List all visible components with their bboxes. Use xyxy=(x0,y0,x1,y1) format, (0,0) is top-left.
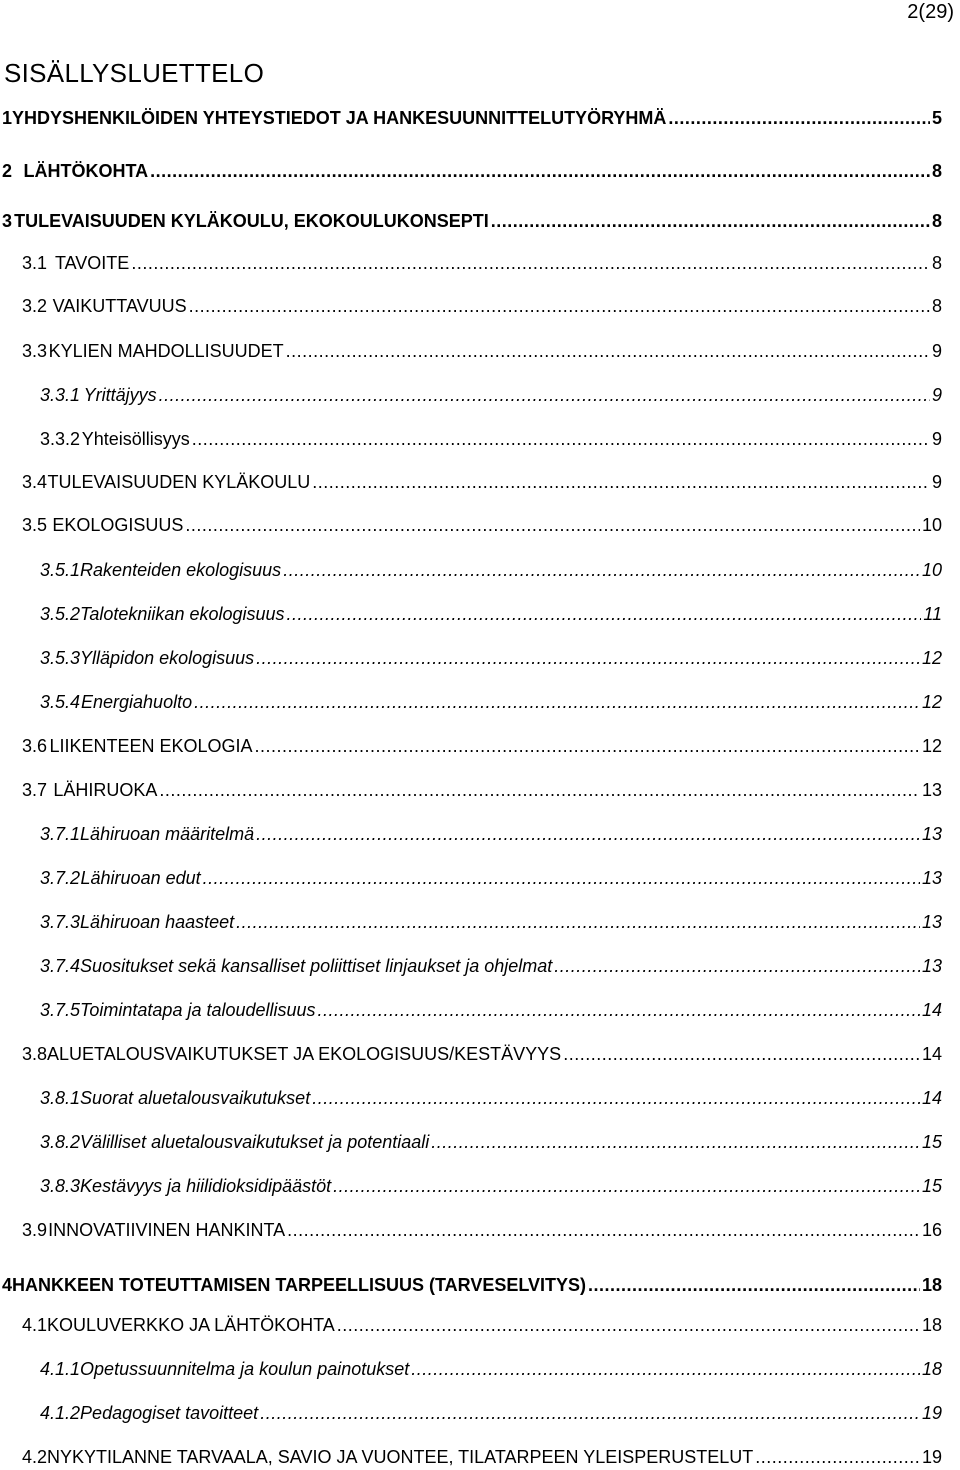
toc-entry-text: Opetussuunnitelma ja koulun painotukset xyxy=(80,1359,410,1379)
toc-entry-number: 3.7 xyxy=(22,780,48,800)
toc-entry-page: 14 xyxy=(921,1088,942,1108)
toc-leader-dots xyxy=(318,999,920,1021)
toc-entry-text: Suositukset sekä kansalliset poliittiset linjaukset ja ohjelmat xyxy=(80,956,553,976)
toc-entry-number: 3.5 xyxy=(22,515,48,535)
toc-leader-dots xyxy=(236,911,920,933)
toc-entry-page: 13 xyxy=(921,912,942,932)
toc-entry-number: 3.8.3 xyxy=(40,1176,81,1196)
toc-entry-number: 3.3.1 xyxy=(40,385,81,405)
toc-entry-number: 4.1.1 xyxy=(40,1359,81,1379)
toc-leader-dots xyxy=(286,340,930,362)
toc-leader-dots xyxy=(189,295,930,317)
toc-entry[interactable] xyxy=(0,210,942,232)
toc-entry-number: 3.1 xyxy=(22,253,48,273)
toc-leader-dots xyxy=(256,647,920,669)
toc-leader-dots xyxy=(563,1043,920,1065)
toc-entry-page: 16 xyxy=(921,1220,942,1240)
toc-leader-dots xyxy=(333,1175,920,1197)
toc-entry[interactable] xyxy=(0,911,942,933)
toc-entry-number: 3.8.2 xyxy=(40,1132,81,1152)
toc-entry[interactable] xyxy=(0,955,942,977)
toc-entry-page: 19 xyxy=(921,1403,942,1423)
toc-entry[interactable] xyxy=(0,1219,942,1241)
toc-entry-number: 3.5.1 xyxy=(40,560,81,580)
toc-entry[interactable] xyxy=(0,252,942,274)
toc-entry-text: YHDYSHENKILÖIDEN YHTEYSTIEDOT JA HANKESUUNNITTELUTYÖRYHMÄ xyxy=(12,108,667,128)
toc-entry[interactable] xyxy=(0,735,942,757)
toc-entry-text: Yrittäjyys xyxy=(83,385,157,405)
toc-leader-dots xyxy=(287,603,922,625)
toc-entry[interactable] xyxy=(0,107,942,129)
toc-entry[interactable] xyxy=(0,1358,942,1380)
toc-entry-text: Kestävyys ja hiilidioksidipäästöt xyxy=(80,1176,332,1196)
toc-entry-page: 13 xyxy=(921,868,942,888)
toc-leader-dots xyxy=(283,559,920,581)
toc-entry-text: EKOLOGISUUS xyxy=(52,515,184,535)
toc-entry-page: 18 xyxy=(921,1315,942,1335)
toc-entry[interactable] xyxy=(0,384,942,406)
toc-entry-text: LÄHTÖKOHTA xyxy=(23,161,149,181)
toc-entry-page: 13 xyxy=(921,824,942,844)
toc-entry[interactable] xyxy=(0,867,942,889)
toc-entry-page: 8 xyxy=(931,253,942,273)
toc-entry-text: KYLIEN MAHDOLLISUUDET xyxy=(48,341,284,361)
toc-entry-page: 5 xyxy=(931,108,942,128)
toc-entry[interactable] xyxy=(0,1314,942,1336)
toc-entry-page: 14 xyxy=(921,1044,942,1064)
toc-leader-dots xyxy=(194,691,920,713)
toc-entry-number: 3.5.2 xyxy=(40,604,81,624)
toc-entry-text: Energiahuolto xyxy=(81,692,193,712)
toc-leader-dots xyxy=(287,1219,920,1241)
toc-leader-dots xyxy=(192,428,930,450)
toc-entry-page: 10 xyxy=(921,515,942,535)
toc-leader-dots xyxy=(411,1358,920,1380)
toc-leader-dots xyxy=(491,210,930,232)
toc-entry[interactable] xyxy=(0,160,942,182)
toc-entry-text: NYKYTILANNE TARVAALA, SAVIO JA VUONTEE, TILATARPEEN YLEISPERUSTELUT xyxy=(47,1447,754,1467)
toc-entry-page: 18 xyxy=(921,1359,942,1379)
toc-entry-text: Rakenteiden ekologisuus xyxy=(80,560,282,580)
toc-entry-number: 3.3 xyxy=(22,341,48,361)
toc-entry[interactable] xyxy=(0,1175,942,1197)
toc-entry-text: TAVOITE xyxy=(54,253,130,273)
toc-entry-number: 3.8.1 xyxy=(40,1088,81,1108)
toc-entry-text: KOULUVERKKO JA LÄHTÖKOHTA xyxy=(47,1315,335,1335)
toc-leader-dots xyxy=(159,779,920,801)
toc-entry-number: 1 xyxy=(2,108,13,128)
toc-entry-number: 3.5.3 xyxy=(40,648,81,668)
toc-entry-number: 3.7.2 xyxy=(40,868,81,888)
toc-entry[interactable] xyxy=(0,691,942,713)
toc-entry-text: Suorat aluetalousvaikutukset xyxy=(80,1088,311,1108)
toc-entry-number: 3.7.4 xyxy=(40,956,81,976)
toc-entry-text: TULEVAISUUDEN KYLÄKOULU, EKOKOULUKONSEPTI xyxy=(14,211,489,231)
toc-entry-number: 2 xyxy=(2,161,13,181)
toc-entry-text: TULEVAISUUDEN KYLÄKOULU xyxy=(47,472,311,492)
toc-leader-dots xyxy=(312,1087,920,1109)
toc-entry-text: HANKKEEN TOTEUTTAMISEN TARPEELLISUUS (TARVESELVITYS) xyxy=(12,1275,587,1295)
toc-entry-page: 8 xyxy=(931,161,942,181)
toc-entry-text: INNOVATIIVINEN HANKINTA xyxy=(48,1220,286,1240)
toc-entry-text: Yhteisöllisyys xyxy=(81,429,190,449)
toc-leader-dots xyxy=(185,514,920,536)
toc-entry-number: 4.1 xyxy=(22,1315,48,1335)
toc-entry[interactable] xyxy=(0,514,942,536)
toc-entry-number: 4.1.2 xyxy=(40,1403,81,1423)
toc-leader-dots xyxy=(256,823,920,845)
toc-entry-number: 3.7.3 xyxy=(40,912,81,932)
toc-entry-page: 12 xyxy=(921,648,942,668)
toc-entry-text: ALUETALOUSVAIKUTUKSET JA EKOLOGISUUS/KESTÄVYYS xyxy=(47,1044,562,1064)
toc-title: SISÄLLYSLUETTELO xyxy=(4,58,265,88)
toc-entry-text: Välilliset aluetalousvaikutukset ja potentiaali xyxy=(80,1132,430,1152)
toc-entry[interactable] xyxy=(0,471,942,493)
toc-entry-text: VAIKUTTAVUUS xyxy=(52,296,187,316)
toc-entry-page: 12 xyxy=(921,736,942,756)
toc-entry-number: 3.9 xyxy=(22,1220,48,1240)
toc-entry-page: 9 xyxy=(931,472,942,492)
toc-entry[interactable] xyxy=(0,779,942,801)
toc-entry-page: 13 xyxy=(921,956,942,976)
toc-entry-number: 4 xyxy=(2,1275,13,1295)
toc-entry-page: 15 xyxy=(921,1132,942,1152)
toc-entry-number: 3.3.2 xyxy=(40,429,81,449)
toc-leader-dots xyxy=(260,1402,920,1424)
toc-entry-number: 3.4 xyxy=(22,472,48,492)
toc-leader-dots xyxy=(131,252,930,274)
toc-entry-text: Lähiruoan edut xyxy=(80,868,201,888)
toc-leader-dots xyxy=(159,384,930,406)
toc-entry-page: 8 xyxy=(931,211,942,231)
toc-entry-text: Pedagogiset tavoitteet xyxy=(80,1403,259,1423)
toc-entry-page: 14 xyxy=(921,1000,942,1020)
toc-entry-number: 3.7.1 xyxy=(40,824,81,844)
toc-entry[interactable] xyxy=(0,1131,942,1153)
toc-leader-dots xyxy=(554,955,920,977)
toc-entry[interactable] xyxy=(0,1446,942,1468)
toc-entry-page: 8 xyxy=(931,296,942,316)
toc-entry-page: 18 xyxy=(921,1275,942,1295)
toc-entry-number: 3.8 xyxy=(22,1044,48,1064)
toc-entry-number: 4.2 xyxy=(22,1447,48,1467)
page-number: 2(29) xyxy=(907,1,954,23)
toc-entry-number: 3.6 xyxy=(22,736,48,756)
toc-leader-dots xyxy=(337,1314,920,1336)
toc-leader-dots xyxy=(203,867,920,889)
toc-entry-page: 13 xyxy=(921,780,942,800)
toc-entry[interactable] xyxy=(0,559,942,581)
toc-entry-page: 9 xyxy=(931,341,942,361)
toc-entry-number: 3 xyxy=(2,211,13,231)
toc-entry-page: 10 xyxy=(921,560,942,580)
toc-leader-dots xyxy=(668,107,930,129)
toc-entry[interactable] xyxy=(0,999,942,1021)
toc-entry-page: 19 xyxy=(921,1447,942,1467)
toc-entry[interactable] xyxy=(0,428,942,450)
toc-entry-page: 12 xyxy=(921,692,942,712)
toc-entry[interactable] xyxy=(0,295,942,317)
toc-entry[interactable] xyxy=(0,647,942,669)
toc-entry-number: 3.2 xyxy=(22,296,48,316)
toc-leader-dots xyxy=(588,1274,920,1296)
toc-entry[interactable] xyxy=(0,1087,942,1109)
toc-leader-dots xyxy=(755,1446,920,1468)
toc-entry-text: Toimintatapa ja taloudellisuus xyxy=(80,1000,316,1020)
toc-entry[interactable] xyxy=(0,1402,942,1424)
toc-entry[interactable] xyxy=(0,1274,942,1296)
toc-entry-page: 9 xyxy=(931,429,942,449)
toc-entry-page: 11 xyxy=(923,604,942,624)
toc-entry-text: Lähiruoan haasteet xyxy=(80,912,235,932)
toc-entry-page: 9 xyxy=(931,385,942,405)
toc-leader-dots xyxy=(150,160,930,182)
toc-leader-dots xyxy=(312,471,930,493)
toc-entry-text: LIIKENTEEN EKOLOGIA xyxy=(49,736,253,756)
toc-entry-text: LÄHIRUOKA xyxy=(53,780,158,800)
toc-leader-dots xyxy=(431,1131,920,1153)
toc-entry[interactable] xyxy=(0,603,942,625)
toc-entry[interactable] xyxy=(0,340,942,362)
toc-entry-text: Talotekniikan ekologisuus xyxy=(80,604,285,624)
toc-entry-number: 3.7.5 xyxy=(40,1000,81,1020)
toc-entry-page: 15 xyxy=(921,1176,942,1196)
toc-entry-text: Ylläpidon ekologisuus xyxy=(80,648,255,668)
toc-entry-text: Lähiruoan määritelmä xyxy=(80,824,255,844)
toc-entry[interactable] xyxy=(0,823,942,845)
toc-leader-dots xyxy=(255,735,920,757)
toc-entry-number: 3.5.4 xyxy=(40,692,81,712)
toc-entry[interactable] xyxy=(0,1043,942,1065)
